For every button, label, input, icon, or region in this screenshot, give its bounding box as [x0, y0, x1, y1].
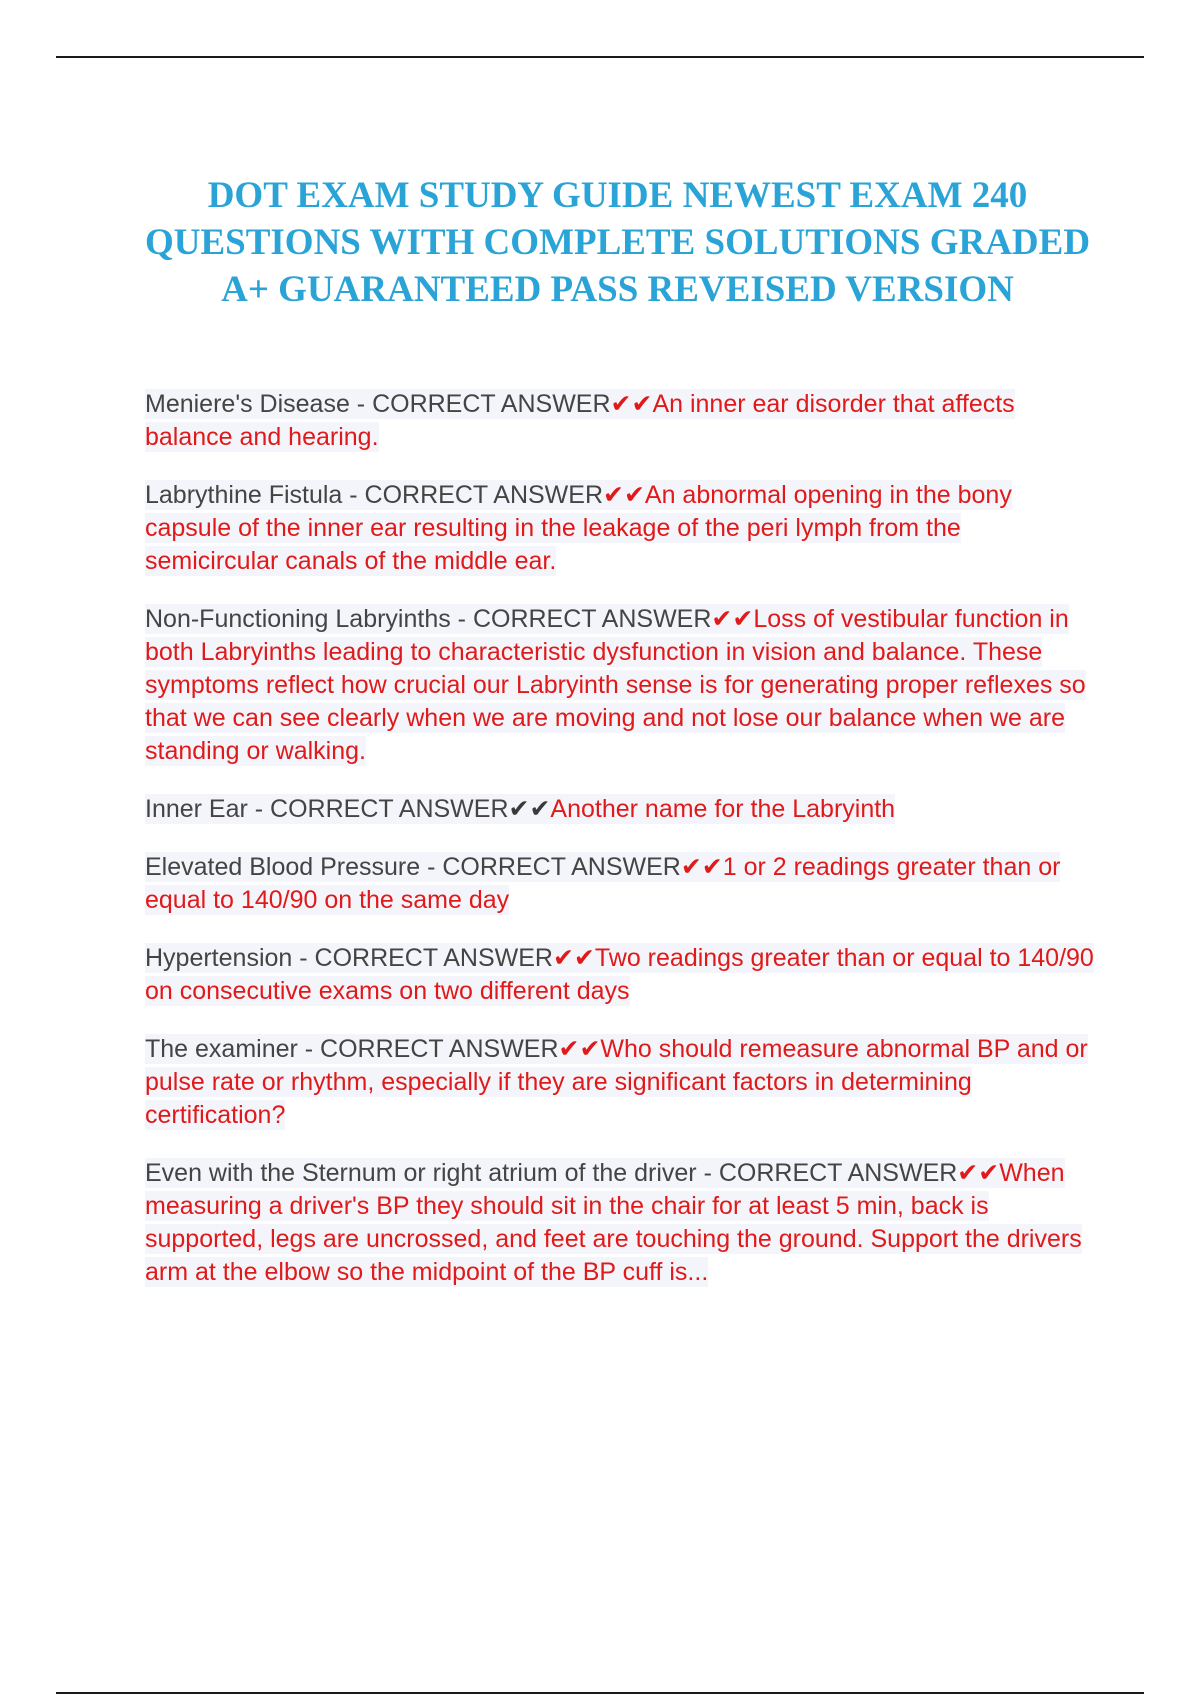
question-term: Even with the Sternum or right atrium of the driver - CORRECT ANSWER [145, 1159, 958, 1187]
double-check-icon: ✔✔ [508, 795, 551, 823]
question-term: Labrythine Fistula - CORRECT ANSWER [145, 481, 603, 509]
question-term: Non-Functioning Labryinths - CORRECT ANSWER [145, 605, 712, 633]
answer-text: 1 or 2 readings greater than or equal to 140/90 on the same day [145, 853, 1061, 914]
answer-text: An abnormal opening in the bony capsule of the inner ear resulting in the leakage of the peri lymph from the semicircular canals of the middle ear. [145, 481, 1012, 575]
double-check-icon: ✔✔ [603, 481, 645, 509]
question-term: Inner Ear - CORRECT ANSWER [145, 795, 509, 823]
answer-text: When measuring a driver's BP they should sit in the chair for at least 5 min, back is supported, legs are uncrossed, and feet are touching the ground. Support the drivers arm at the elbow so the midpoint of the BP cuff is... [145, 1159, 1082, 1286]
qa-entry-menieres-disease [145, 388, 1095, 454]
question-term: The examiner - CORRECT ANSWER [145, 1035, 559, 1063]
top-rule [56, 56, 1144, 58]
double-check-icon: ✔✔ [558, 1035, 601, 1063]
double-check-icon: ✔✔ [610, 390, 653, 418]
bottom-rule [56, 1692, 1144, 1694]
qa-entry-the-examiner [145, 1033, 1095, 1132]
double-check-icon: ✔✔ [680, 853, 723, 881]
page-title: DOT EXAM STUDY GUIDE NEWEST EXAM 240 QUESTIONS WITH COMPLETE SOLUTIONS GRADED A+ GUARANTEED PASS REVEISED VERSION [144, 175, 1091, 310]
qa-entry-inner-ear [145, 793, 1095, 826]
answer-text: Loss of vestibular function in both Labryinths leading to characteristic dysfunction in vision and balance. These symptoms reflect how crucial our Labryinth sense is for generating proper reflexes so that we can see clearly when we are moving and not lose our balance when we are standing or walking. [145, 605, 1086, 765]
qa-entry-labrythine-fistula [145, 479, 1095, 578]
qa-list [145, 388, 1095, 1314]
answer-text: Another name for the Labryinth [550, 795, 896, 823]
qa-entry-non-functioning-labryinths [145, 603, 1095, 768]
double-check-icon: ✔✔ [957, 1159, 1000, 1187]
question-term: Elevated Blood Pressure - CORRECT ANSWER [145, 853, 681, 881]
qa-entry-hypertension [145, 942, 1095, 1008]
question-term: Hypertension - CORRECT ANSWER [145, 944, 553, 972]
double-check-icon: ✔✔ [552, 944, 595, 972]
double-check-icon: ✔✔ [711, 605, 754, 633]
answer-text: Two readings greater than or equal to 140/90 on consecutive exams on two different days [145, 944, 1094, 1005]
qa-entry-sternum-right-atrium [145, 1157, 1095, 1289]
answer-text: Who should remeasure abnormal BP and or pulse rate or rhythm, especially if they are significant factors in determining certification? [145, 1035, 1088, 1129]
answer-text: An inner ear disorder that affects balance and hearing. [145, 390, 1015, 451]
qa-entry-elevated-blood-pressure [145, 851, 1095, 917]
question-term: Meniere's Disease - CORRECT ANSWER [145, 390, 611, 418]
